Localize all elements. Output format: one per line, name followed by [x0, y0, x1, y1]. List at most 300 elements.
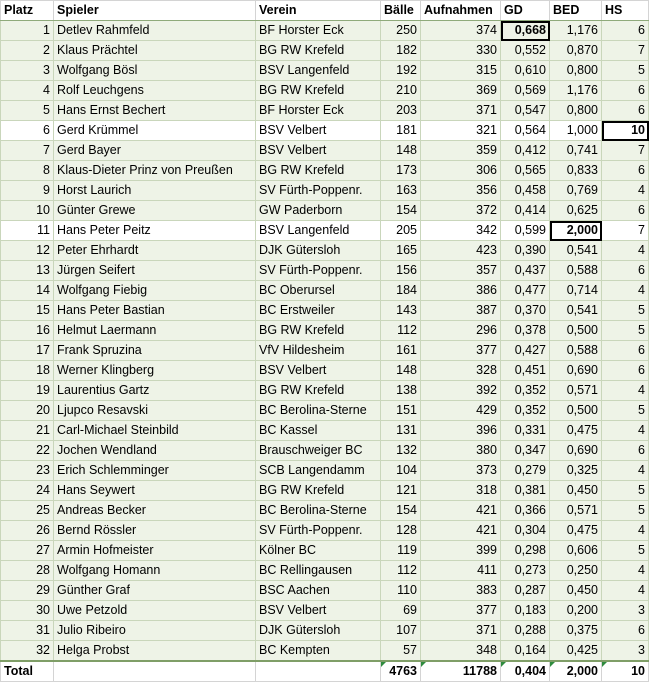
cell-spieler[interactable]: Carl-Michael Steinbild: [54, 421, 256, 441]
total-gd[interactable]: 0,404: [501, 661, 550, 682]
cell-bed[interactable]: 0,800: [550, 61, 602, 81]
cell-gd[interactable]: 0,390: [501, 241, 550, 261]
cell-bed[interactable]: 0,541: [550, 241, 602, 261]
cell-platz[interactable]: 7: [1, 141, 54, 161]
cell-aufnahmen[interactable]: 421: [421, 501, 501, 521]
cell-aufnahmen[interactable]: 371: [421, 621, 501, 641]
cell-aufnahmen[interactable]: 423: [421, 241, 501, 261]
cell-spieler[interactable]: Werner Klingberg: [54, 361, 256, 381]
cell-verein[interactable]: SV Fürth-Poppenr.: [256, 521, 381, 541]
cell-bed[interactable]: 0,325: [550, 461, 602, 481]
cell-gd[interactable]: 0,298: [501, 541, 550, 561]
cell-baelle[interactable]: 203: [381, 101, 421, 121]
cell-gd[interactable]: 0,370: [501, 301, 550, 321]
cell-baelle[interactable]: 148: [381, 361, 421, 381]
cell-verein[interactable]: BC Oberursel: [256, 281, 381, 301]
cell-gd[interactable]: 0,279: [501, 461, 550, 481]
cell-platz[interactable]: 32: [1, 641, 54, 662]
cell-verein[interactable]: GW Paderborn: [256, 201, 381, 221]
table-row: [1, 341, 649, 361]
cell-platz[interactable]: 23: [1, 461, 54, 481]
cell-gd[interactable]: 0,427: [501, 341, 550, 361]
cell-platz[interactable]: 28: [1, 561, 54, 581]
cell-platz[interactable]: 27: [1, 541, 54, 561]
cell-gd[interactable]: 0,287: [501, 581, 550, 601]
cell-aufnahmen[interactable]: 411: [421, 561, 501, 581]
cell-spieler[interactable]: Detlev Rahmfeld: [54, 21, 256, 41]
cell-bed[interactable]: 0,588: [550, 261, 602, 281]
header-aufnahmen[interactable]: Aufnahmen: [421, 1, 501, 21]
cell-baelle[interactable]: 112: [381, 321, 421, 341]
cell-platz[interactable]: 13: [1, 261, 54, 281]
cell-aufnahmen[interactable]: 330: [421, 41, 501, 61]
cell-hs[interactable]: 4: [602, 381, 649, 401]
cell-hs[interactable]: 6: [602, 21, 649, 41]
cell-bed[interactable]: 0,475: [550, 421, 602, 441]
cell-spieler[interactable]: Uwe Petzold: [54, 601, 256, 621]
cell-bed[interactable]: 0,690: [550, 441, 602, 461]
total-baelle[interactable]: 4763: [381, 661, 421, 682]
table-row: [1, 281, 649, 301]
cell-hs[interactable]: 7: [602, 141, 649, 161]
cell-platz[interactable]: 29: [1, 581, 54, 601]
cell-aufnahmen[interactable]: 396: [421, 421, 501, 441]
cell-aufnahmen[interactable]: 318: [421, 481, 501, 501]
cell-platz[interactable]: 16: [1, 321, 54, 341]
cell-platz[interactable]: 22: [1, 441, 54, 461]
cell-aufnahmen[interactable]: 359: [421, 141, 501, 161]
cell-baelle[interactable]: 250: [381, 21, 421, 41]
cell-hs[interactable]: 3: [602, 601, 649, 621]
cell-gd[interactable]: 0,288: [501, 621, 550, 641]
table-row: [1, 461, 649, 481]
table-row: [1, 441, 649, 461]
cell-spieler[interactable]: Klaus Prächtel: [54, 41, 256, 61]
cell-aufnahmen[interactable]: 399: [421, 541, 501, 561]
cell-bed[interactable]: 0,200: [550, 601, 602, 621]
cell-aufnahmen[interactable]: 306: [421, 161, 501, 181]
cell-aufnahmen[interactable]: 356: [421, 181, 501, 201]
cell-gd[interactable]: 0,451: [501, 361, 550, 381]
table-row: [1, 201, 649, 221]
cell-baelle[interactable]: 148: [381, 141, 421, 161]
cell-bed[interactable]: 0,588: [550, 341, 602, 361]
header-baelle[interactable]: Bälle: [381, 1, 421, 21]
cell-hs[interactable]: 4: [602, 581, 649, 601]
cell-aufnahmen[interactable]: 321: [421, 121, 501, 141]
cell-platz[interactable]: 14: [1, 281, 54, 301]
total-row: [1, 661, 649, 682]
table-row: [1, 561, 649, 581]
cell-gd[interactable]: 0,668: [501, 21, 550, 41]
cell-bed[interactable]: 1,176: [550, 21, 602, 41]
cell-baelle[interactable]: 119: [381, 541, 421, 561]
cell-verein[interactable]: BSV Velbert: [256, 601, 381, 621]
table-row: [1, 41, 649, 61]
cell-platz[interactable]: 24: [1, 481, 54, 501]
cell-bed[interactable]: 2,000: [550, 221, 602, 241]
cell-aufnahmen[interactable]: 373: [421, 461, 501, 481]
cell-verein[interactable]: VfV Hildesheim: [256, 341, 381, 361]
cell-bed[interactable]: 0,690: [550, 361, 602, 381]
cell-baelle[interactable]: 205: [381, 221, 421, 241]
cell-hs[interactable]: 4: [602, 561, 649, 581]
cell-baelle[interactable]: 192: [381, 61, 421, 81]
cell-baelle[interactable]: 181: [381, 121, 421, 141]
cell-verein[interactable]: BC Kempten: [256, 641, 381, 662]
cell-platz[interactable]: 6: [1, 121, 54, 141]
cell-aufnahmen[interactable]: 392: [421, 381, 501, 401]
cell-bed[interactable]: 1,000: [550, 121, 602, 141]
cell-gd[interactable]: 0,458: [501, 181, 550, 201]
cell-gd[interactable]: 0,164: [501, 641, 550, 662]
cell-aufnahmen[interactable]: 328: [421, 361, 501, 381]
cell-gd[interactable]: 0,352: [501, 401, 550, 421]
cell-platz[interactable]: 19: [1, 381, 54, 401]
header-verein[interactable]: Verein: [256, 1, 381, 21]
cell-platz[interactable]: 25: [1, 501, 54, 521]
cell-baelle[interactable]: 161: [381, 341, 421, 361]
cell-verein[interactable]: BG RW Krefeld: [256, 481, 381, 501]
cell-hs[interactable]: 4: [602, 241, 649, 261]
cell-platz[interactable]: 20: [1, 401, 54, 421]
cell-verein[interactable]: BF Horster Eck: [256, 21, 381, 41]
cell-spieler[interactable]: Horst Laurich: [54, 181, 256, 201]
cell-bed[interactable]: 0,714: [550, 281, 602, 301]
cell-aufnahmen[interactable]: 315: [421, 61, 501, 81]
table-row: [1, 261, 649, 281]
cell-verein[interactable]: SV Fürth-Poppenr.: [256, 181, 381, 201]
cell-bed[interactable]: 0,571: [550, 501, 602, 521]
cell-aufnahmen[interactable]: 374: [421, 21, 501, 41]
cell-spieler[interactable]: Hans Ernst Bechert: [54, 101, 256, 121]
cell-aufnahmen[interactable]: 377: [421, 601, 501, 621]
cell-baelle[interactable]: 156: [381, 261, 421, 281]
table-row: [1, 81, 649, 101]
cell-hs[interactable]: 6: [602, 101, 649, 121]
cell-baelle[interactable]: 151: [381, 401, 421, 421]
cell-hs[interactable]: 5: [602, 61, 649, 81]
cell-aufnahmen[interactable]: 377: [421, 341, 501, 361]
cell-aufnahmen[interactable]: 342: [421, 221, 501, 241]
cell-bed[interactable]: 0,250: [550, 561, 602, 581]
cell-gd[interactable]: 0,347: [501, 441, 550, 461]
cell-platz[interactable]: 4: [1, 81, 54, 101]
cell-gd[interactable]: 0,599: [501, 221, 550, 241]
cell-platz[interactable]: 30: [1, 601, 54, 621]
cell-verein[interactable]: SV Fürth-Poppenr.: [256, 261, 381, 281]
cell-hs[interactable]: 6: [602, 161, 649, 181]
cell-gd[interactable]: 0,381: [501, 481, 550, 501]
cell-spieler[interactable]: Günther Graf: [54, 581, 256, 601]
cell-bed[interactable]: 0,606: [550, 541, 602, 561]
cell-hs[interactable]: 6: [602, 201, 649, 221]
cell-aufnahmen[interactable]: 371: [421, 101, 501, 121]
cell-baelle[interactable]: 165: [381, 241, 421, 261]
cell-bed[interactable]: 0,450: [550, 581, 602, 601]
cell-bed[interactable]: 1,176: [550, 81, 602, 101]
header-hs[interactable]: HS: [602, 1, 649, 21]
cell-verein[interactable]: BC Berolina-Sterne: [256, 401, 381, 421]
cell-baelle[interactable]: 57: [381, 641, 421, 662]
cell-bed[interactable]: 0,475: [550, 521, 602, 541]
cell-platz[interactable]: 10: [1, 201, 54, 221]
header-bed[interactable]: BED: [550, 1, 602, 21]
cell-spieler[interactable]: Wolfgang Homann: [54, 561, 256, 581]
cell-hs[interactable]: 4: [602, 521, 649, 541]
cell-platz[interactable]: 2: [1, 41, 54, 61]
cell-bed[interactable]: 0,500: [550, 401, 602, 421]
cell-baelle[interactable]: 138: [381, 381, 421, 401]
cell-platz[interactable]: 1: [1, 21, 54, 41]
cell-hs[interactable]: 4: [602, 421, 649, 441]
cell-verein[interactable]: BC Berolina-Sterne: [256, 501, 381, 521]
cell-bed[interactable]: 0,541: [550, 301, 602, 321]
cell-bed[interactable]: 0,625: [550, 201, 602, 221]
header-row: [1, 1, 649, 21]
cell-aufnahmen[interactable]: 429: [421, 401, 501, 421]
cell-bed[interactable]: 0,833: [550, 161, 602, 181]
cell-platz[interactable]: 3: [1, 61, 54, 81]
cell-bed[interactable]: 0,870: [550, 41, 602, 61]
cell-baelle[interactable]: 154: [381, 201, 421, 221]
cell-verein[interactable]: DJK Gütersloh: [256, 621, 381, 641]
cell-aufnahmen[interactable]: 386: [421, 281, 501, 301]
cell-hs[interactable]: 5: [602, 301, 649, 321]
cell-baelle[interactable]: 107: [381, 621, 421, 641]
cell-hs[interactable]: 5: [602, 401, 649, 421]
cell-spieler[interactable]: Bernd Rössler: [54, 521, 256, 541]
cell-hs[interactable]: 3: [602, 641, 649, 662]
cell-spieler[interactable]: Wolfgang Bösl: [54, 61, 256, 81]
cell-gd[interactable]: 0,565: [501, 161, 550, 181]
table-row: [1, 401, 649, 421]
cell-verein[interactable]: BSV Langenfeld: [256, 221, 381, 241]
cell-hs[interactable]: 6: [602, 621, 649, 641]
cell-spieler[interactable]: Julio Ribeiro: [54, 621, 256, 641]
cell-gd[interactable]: 0,569: [501, 81, 550, 101]
table-row: [1, 581, 649, 601]
table-row: [1, 241, 649, 261]
cell-hs[interactable]: 4: [602, 181, 649, 201]
cell-spieler[interactable]: Jürgen Seifert: [54, 261, 256, 281]
cell-baelle[interactable]: 128: [381, 521, 421, 541]
table-row: [1, 21, 649, 41]
total-hs[interactable]: 10: [602, 661, 649, 682]
cell-baelle[interactable]: 143: [381, 301, 421, 321]
cell-platz[interactable]: 11: [1, 221, 54, 241]
cell-platz[interactable]: 5: [1, 101, 54, 121]
cell-spieler[interactable]: Jochen Wendland: [54, 441, 256, 461]
cell-spieler[interactable]: Günter Grewe: [54, 201, 256, 221]
header-spieler[interactable]: Spieler: [54, 1, 256, 21]
cell-verein[interactable]: BSV Velbert: [256, 141, 381, 161]
total-aufnahmen[interactable]: 11788: [421, 661, 501, 682]
cell-platz[interactable]: 15: [1, 301, 54, 321]
cell-bed[interactable]: 0,425: [550, 641, 602, 662]
cell-baelle[interactable]: 184: [381, 281, 421, 301]
cell-bed[interactable]: 0,450: [550, 481, 602, 501]
table-row: [1, 621, 649, 641]
total-spieler-cell[interactable]: [54, 661, 256, 682]
table-row: [1, 141, 649, 161]
table-row: [1, 361, 649, 381]
cell-baelle[interactable]: 173: [381, 161, 421, 181]
cell-bed[interactable]: 0,741: [550, 141, 602, 161]
cell-aufnahmen[interactable]: 380: [421, 441, 501, 461]
cell-spieler[interactable]: Wolfgang Fiebig: [54, 281, 256, 301]
cell-hs[interactable]: 6: [602, 361, 649, 381]
total-label[interactable]: Total: [1, 661, 54, 682]
table-row: [1, 601, 649, 621]
cell-spieler[interactable]: Andreas Becker: [54, 501, 256, 521]
cell-gd[interactable]: 0,610: [501, 61, 550, 81]
cell-hs[interactable]: 7: [602, 221, 649, 241]
cell-spieler[interactable]: Peter Ehrhardt: [54, 241, 256, 261]
cell-verein[interactable]: BSV Velbert: [256, 361, 381, 381]
header-gd[interactable]: GD: [501, 1, 550, 21]
cell-aufnahmen[interactable]: 421: [421, 521, 501, 541]
cell-hs[interactable]: 5: [602, 501, 649, 521]
header-platz[interactable]: Platz: [1, 1, 54, 21]
cell-aufnahmen[interactable]: 387: [421, 301, 501, 321]
cell-platz[interactable]: 21: [1, 421, 54, 441]
cell-verein[interactable]: BG RW Krefeld: [256, 161, 381, 181]
cell-verein[interactable]: BG RW Krefeld: [256, 41, 381, 61]
cell-bed[interactable]: 0,375: [550, 621, 602, 641]
cell-hs[interactable]: 7: [602, 41, 649, 61]
cell-platz[interactable]: 31: [1, 621, 54, 641]
cell-verein[interactable]: SCB Langendamm: [256, 461, 381, 481]
cell-gd[interactable]: 0,366: [501, 501, 550, 521]
cell-hs[interactable]: 6: [602, 341, 649, 361]
cell-platz[interactable]: 17: [1, 341, 54, 361]
table-row: [1, 381, 649, 401]
cell-spieler[interactable]: Laurentius Gartz: [54, 381, 256, 401]
cell-aufnahmen[interactable]: 383: [421, 581, 501, 601]
cell-verein[interactable]: BC Kassel: [256, 421, 381, 441]
cell-baelle[interactable]: 131: [381, 421, 421, 441]
cell-platz[interactable]: 26: [1, 521, 54, 541]
cell-gd[interactable]: 0,564: [501, 121, 550, 141]
cell-gd[interactable]: 0,378: [501, 321, 550, 341]
cell-baelle[interactable]: 132: [381, 441, 421, 461]
cell-verein[interactable]: BC Rellingausen: [256, 561, 381, 581]
cell-hs[interactable]: 5: [602, 541, 649, 561]
cell-spieler[interactable]: Hans Seywert: [54, 481, 256, 501]
cell-bed[interactable]: 0,800: [550, 101, 602, 121]
cell-spieler[interactable]: Helga Probst: [54, 641, 256, 662]
cell-gd[interactable]: 0,552: [501, 41, 550, 61]
cell-spieler[interactable]: Erich Schlemminger: [54, 461, 256, 481]
cell-bed[interactable]: 0,500: [550, 321, 602, 341]
cell-baelle[interactable]: 121: [381, 481, 421, 501]
cell-gd[interactable]: 0,412: [501, 141, 550, 161]
cell-gd[interactable]: 0,547: [501, 101, 550, 121]
cell-platz[interactable]: 12: [1, 241, 54, 261]
cell-hs[interactable]: 4: [602, 281, 649, 301]
cell-verein[interactable]: BSV Velbert: [256, 121, 381, 141]
cell-verein[interactable]: BSC Aachen: [256, 581, 381, 601]
cell-baelle[interactable]: 163: [381, 181, 421, 201]
cell-verein[interactable]: DJK Gütersloh: [256, 241, 381, 261]
cell-gd[interactable]: 0,437: [501, 261, 550, 281]
cell-gd[interactable]: 0,304: [501, 521, 550, 541]
cell-verein[interactable]: Kölner BC: [256, 541, 381, 561]
cell-aufnahmen[interactable]: 357: [421, 261, 501, 281]
cell-bed[interactable]: 0,571: [550, 381, 602, 401]
cell-verein[interactable]: BG RW Krefeld: [256, 321, 381, 341]
cell-baelle[interactable]: 110: [381, 581, 421, 601]
cell-gd[interactable]: 0,331: [501, 421, 550, 441]
cell-hs[interactable]: 5: [602, 481, 649, 501]
cell-verein[interactable]: BF Horster Eck: [256, 101, 381, 121]
table-row: [1, 61, 649, 81]
cell-platz[interactable]: 8: [1, 161, 54, 181]
cell-hs[interactable]: 5: [602, 321, 649, 341]
cell-baelle[interactable]: 182: [381, 41, 421, 61]
cell-spieler[interactable]: Frank Spruzina: [54, 341, 256, 361]
cell-hs[interactable]: 6: [602, 261, 649, 281]
table-row: [1, 641, 649, 662]
cell-aufnahmen[interactable]: 348: [421, 641, 501, 662]
cell-aufnahmen[interactable]: 369: [421, 81, 501, 101]
table-row: [1, 541, 649, 561]
cell-aufnahmen[interactable]: 296: [421, 321, 501, 341]
cell-baelle[interactable]: 104: [381, 461, 421, 481]
cell-spieler[interactable]: Klaus-Dieter Prinz von Preußen: [54, 161, 256, 181]
table-row: [1, 501, 649, 521]
cell-platz[interactable]: 9: [1, 181, 54, 201]
cell-spieler[interactable]: Hans Peter Peitz: [54, 221, 256, 241]
cell-baelle[interactable]: 112: [381, 561, 421, 581]
table-row: [1, 301, 649, 321]
cell-spieler[interactable]: Gerd Krümmel: [54, 121, 256, 141]
cell-aufnahmen[interactable]: 372: [421, 201, 501, 221]
cell-verein[interactable]: BSV Langenfeld: [256, 61, 381, 81]
cell-bed[interactable]: 0,769: [550, 181, 602, 201]
cell-gd[interactable]: 0,183: [501, 601, 550, 621]
cell-spieler[interactable]: Hans Peter Bastian: [54, 301, 256, 321]
cell-hs[interactable]: 6: [602, 441, 649, 461]
total-verein-cell[interactable]: [256, 661, 381, 682]
cell-spieler[interactable]: Gerd Bayer: [54, 141, 256, 161]
table-row: [1, 321, 649, 341]
table-row: [1, 161, 649, 181]
table-row: [1, 181, 649, 201]
cell-gd[interactable]: 0,414: [501, 201, 550, 221]
cell-gd[interactable]: 0,352: [501, 381, 550, 401]
cell-verein[interactable]: BG RW Krefeld: [256, 81, 381, 101]
total-bed[interactable]: 2,000: [550, 661, 602, 682]
cell-baelle[interactable]: 69: [381, 601, 421, 621]
cell-baelle[interactable]: 154: [381, 501, 421, 521]
cell-hs[interactable]: 10: [602, 121, 649, 141]
cell-gd[interactable]: 0,273: [501, 561, 550, 581]
cell-spieler[interactable]: Armin Hofmeister: [54, 541, 256, 561]
cell-spieler[interactable]: Helmut Laermann: [54, 321, 256, 341]
cell-verein[interactable]: BC Erstweiler: [256, 301, 381, 321]
cell-baelle[interactable]: 210: [381, 81, 421, 101]
cell-hs[interactable]: 6: [602, 81, 649, 101]
cell-verein[interactable]: Brauschweiger BC: [256, 441, 381, 461]
cell-hs[interactable]: 4: [602, 461, 649, 481]
cell-platz[interactable]: 18: [1, 361, 54, 381]
cell-spieler[interactable]: Rolf Leuchgens: [54, 81, 256, 101]
cell-gd[interactable]: 0,477: [501, 281, 550, 301]
cell-spieler[interactable]: Ljupco Resavski: [54, 401, 256, 421]
cell-verein[interactable]: BG RW Krefeld: [256, 381, 381, 401]
